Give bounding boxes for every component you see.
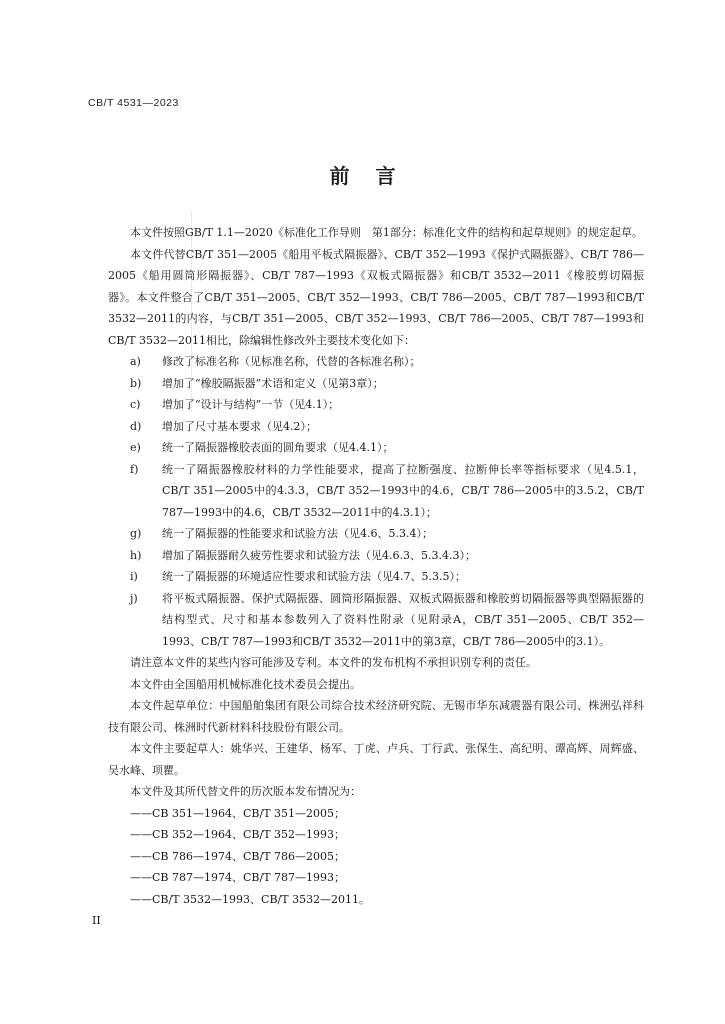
list-item-text: 统一了隔振器橡胶表面的圆角要求（见4.4.1）； <box>162 441 394 454</box>
list-item <box>108 523 644 545</box>
list-item-text: 增加了尺寸基本要求（见4.2）； <box>162 419 317 433</box>
list-item-text: 增加了“设计与结构”一节（见4.1）； <box>162 398 340 411</box>
list-item <box>108 566 644 588</box>
list-item-text: 修改了标准名称（见标准名称，代替的各标准名称）； <box>162 355 421 368</box>
patent-notice: 请注意本文件的某些内容可能涉及专利。本文件的发布机构不承担识别专利的责任。 <box>130 656 537 669</box>
drafters: 本文件主要起草人：姚华兴、王建华、杨军、丁虎、卢兵、丁行武、张保生、高纪明、谭高辉、周辉盛、吴水峰、项瞿。 <box>108 742 644 777</box>
page-number: II <box>92 914 101 927</box>
list-item-label: h) <box>130 548 142 562</box>
list-item-text: 统一了隔振器橡胶材料的力学性能要求，提高了拉断强度、拉断伸长率等指标要求（见4.5.1，CB/T 351—2005中的4.3.3，CB/T 352—1993中的4.6，CB/T 786—2005中的3.5.2，CB/T 787—1993中的4.6，CB/T 3532—2011中的4.3.1）； <box>162 462 644 519</box>
list-item-label: a) <box>130 355 141 368</box>
list-item <box>108 437 644 459</box>
list-item-label: c) <box>130 398 141 411</box>
history-intro: 本文件及其所代替文件的历次版本发布情况为： <box>130 785 361 798</box>
list-item-label: f) <box>130 462 139 476</box>
list-item-label: j) <box>130 591 138 605</box>
list-item-label: d) <box>130 419 142 433</box>
list-item-text: 将平板式隔振器、保护式隔振器、圆筒形隔振器、双板式隔振器和橡胶剪切隔振器等典型隔振器的结构型式、尺寸和基本参数列入了资料性附录（见附录A，CB/T 351—2005、CB/T 352—1993、CB/T 787—1993和CB/T 3532—2011中的第3章，CB/T 786—2005中的3.1）。 <box>162 591 644 648</box>
list-item <box>108 588 644 653</box>
intro-paragraph: 本文件代替CB/T 351—2005《船用平板式隔振器》、CB/T 352—1993《保护式隔振器》、CB/T 786—2005《船用圆筒形隔振器》、CB/T 787—1993《双板式隔振器》和CB/T 3532—2011《橡胶剪切隔振器》。本文件整合了CB/T 351—2005、CB/T 352—1993、CB/T 786—2005、CB/T 787—1993和CB/T 3532—2011的内容，与CB/T 351—2005、CB/T 352—1993、CB/T 786—2005、CB/T 787—1993和CB/T 3532—2011相比，除编辑性修改外主要技术变化如下： <box>108 247 644 347</box>
list-item-label: e) <box>130 441 141 454</box>
list-item <box>108 394 644 416</box>
history-item: ——CB 352—1964、CB/T 352—1993； <box>130 828 346 841</box>
list-item <box>108 351 644 373</box>
list-item <box>108 545 644 567</box>
list-item-label: g) <box>130 527 142 540</box>
intro-paragraph: 本文件按照GB/T 1.1—2020《标准化工作导则 第1部分：标准化文件的结构和起草规则》的规定起草。 <box>130 226 643 239</box>
history-item: ——CB 351—1964、CB/T 351—2005； <box>130 806 346 820</box>
list-item-label: b) <box>130 376 142 390</box>
proposer-statement: 本文件由全国船用机械标准化技术委员会提出。 <box>130 677 361 691</box>
list-item <box>108 416 644 438</box>
list-item-text: 统一了隔振器的环境适应性要求和试验方法（见4.7、5.3.5）； <box>162 570 466 583</box>
history-item: ——CB 787—1974、CB/T 787—1993； <box>130 871 346 884</box>
history-item: ——CB/T 3532—1993、CB/T 3532—2011。 <box>130 892 371 906</box>
technical-changes-list <box>108 351 644 652</box>
foreword-body <box>108 222 644 910</box>
list-item <box>108 459 644 524</box>
list-item-label: i) <box>130 570 138 583</box>
list-item-text: 统一了隔振器的性能要求和试验方法（见4.6、5.3.4）； <box>162 527 433 540</box>
list-item-text: 增加了隔振器耐久疲劳性要求和试验方法（见4.6.3、5.3.4.3）； <box>162 548 476 562</box>
history-item: ——CB 786—1974、CB/T 786—2005； <box>130 849 346 863</box>
page-title: 前言 <box>329 164 422 188</box>
list-item-text: 增加了“橡胶隔振器”术语和定义（见第3章）； <box>162 376 384 390</box>
drafting-units: 本文件起草单位：中国船舶集团有限公司综合技术经济研究院、无锡市华东减震器有限公司、株洲弘祥科技有限公司、株洲时代新材料科技股份有限公司。 <box>108 699 644 734</box>
standard-number: CB/T 4531—2023 <box>88 97 179 109</box>
list-item <box>108 373 644 395</box>
version-history-list <box>108 803 644 911</box>
